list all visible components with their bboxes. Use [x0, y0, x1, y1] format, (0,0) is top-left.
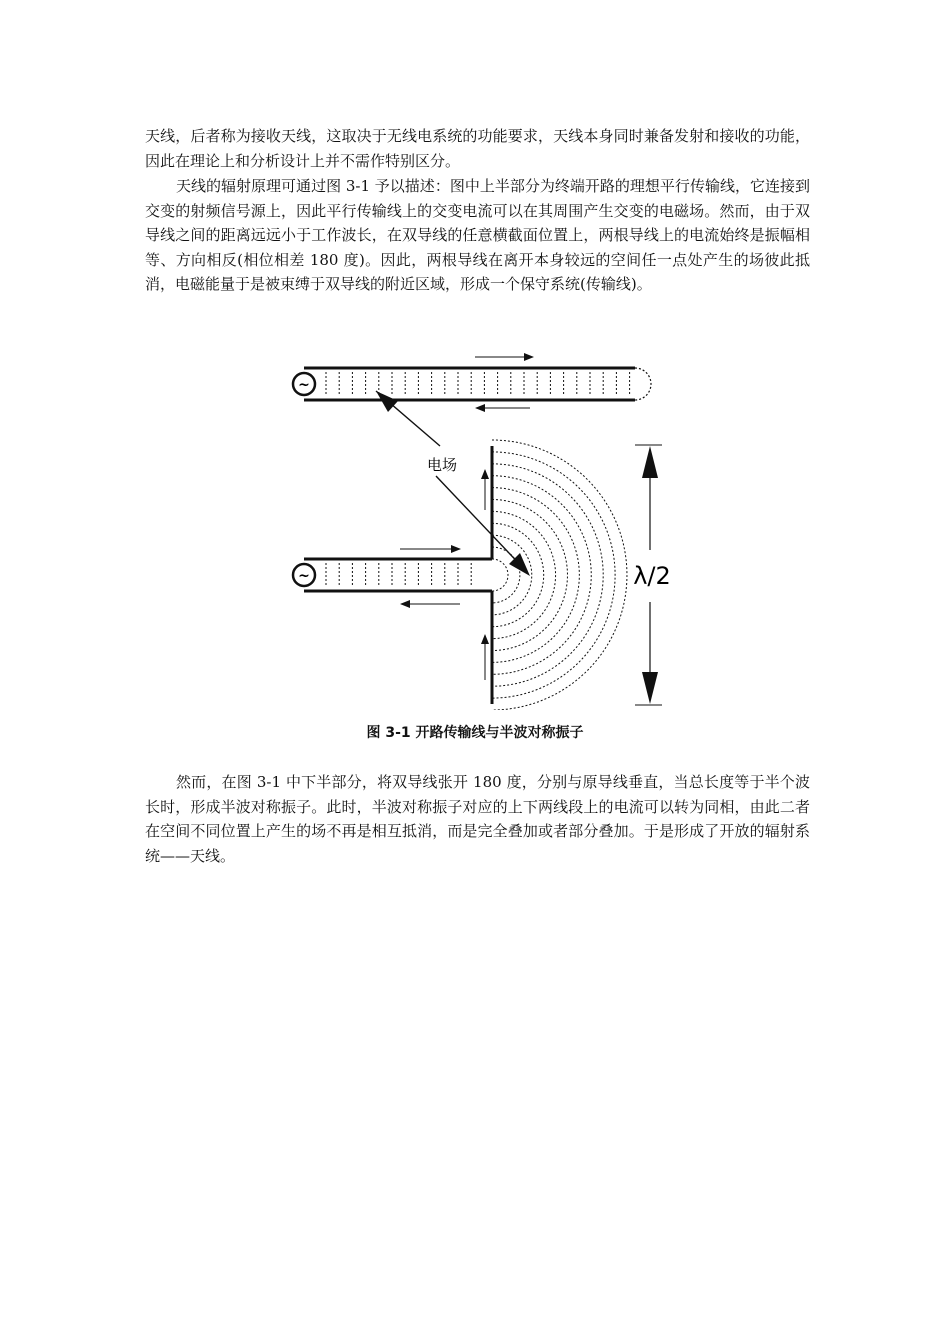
field-arc: [492, 440, 627, 710]
field-arc: [492, 464, 603, 686]
field-arc: [492, 547, 520, 603]
figure-caption: 图 3-1 开路传输线与半波对称振子: [366, 725, 584, 741]
ac-source-symbol: ~: [298, 377, 310, 393]
label-half-wavelength: λ/2: [633, 562, 671, 590]
field-lines: [326, 563, 471, 587]
label-electric-field: 电场: [426, 456, 458, 474]
field-lines: [326, 372, 630, 396]
ac-source-symbol: ~: [298, 568, 310, 584]
field-arc: [492, 523, 544, 626]
field-arc: [492, 476, 591, 675]
dimension-half-wavelength: [633, 445, 671, 705]
arrowhead-up-icon: [642, 446, 658, 478]
field-arc: [492, 511, 556, 638]
paragraph-dipole: 然而，在图 3-1 中下半部分，将双导线张开 180 度，分别与原导线垂直，当总长度等于半个波长时，形成半波对称振子。此时，半波对称振子对应的上下两线段上的电流可以转为同相，由此二者在空间不同位置上产生的场不再是相互抵消，而是完全叠加或者部分叠加。于是形成了开放的辐射系统——天线。: [145, 773, 810, 865]
field-arc: [492, 488, 579, 663]
field-arc: [492, 452, 615, 698]
field-arc: [492, 535, 532, 615]
open-transmission-line: [293, 357, 651, 408]
radiation-field-arcs: [492, 440, 627, 710]
paragraph-radiation-principle: 天线的辐射原理可通过图 3-1 予以描述：图中上半部分为终端开路的理想平行传输线，它连接到交变的射频信号源上，因此平行传输线上的交变电流可以在其周围产生交变的电磁场。然而，由于双导线之间的距离远远小于工作波长，在双导线的任意横截面位置上，两根导线上的电流始终是振幅相等、方向相反(相位相差 180 度)。因此，两根导线在离开本身较远的空间任一点处产生的场彼此抵消，电磁能量于是被束缚于双导线的附近区域，形成一个保守系统(传输线)。: [145, 177, 810, 294]
paragraph-intro: 天线，后者称为接收天线，这取决于无线电系统的功能要求，天线本身同时兼备发射和接收的功能，因此在理论上和分析设计上并不需作特别区分。: [145, 127, 810, 170]
half-wave-dipole: [293, 440, 627, 710]
open-end-field: [635, 368, 651, 400]
field-arc: [492, 500, 567, 651]
figure-3-1: [280, 350, 680, 710]
figure-diagram: [280, 350, 680, 710]
field-arc: [492, 559, 508, 591]
arrowhead-down-icon: [642, 672, 658, 704]
